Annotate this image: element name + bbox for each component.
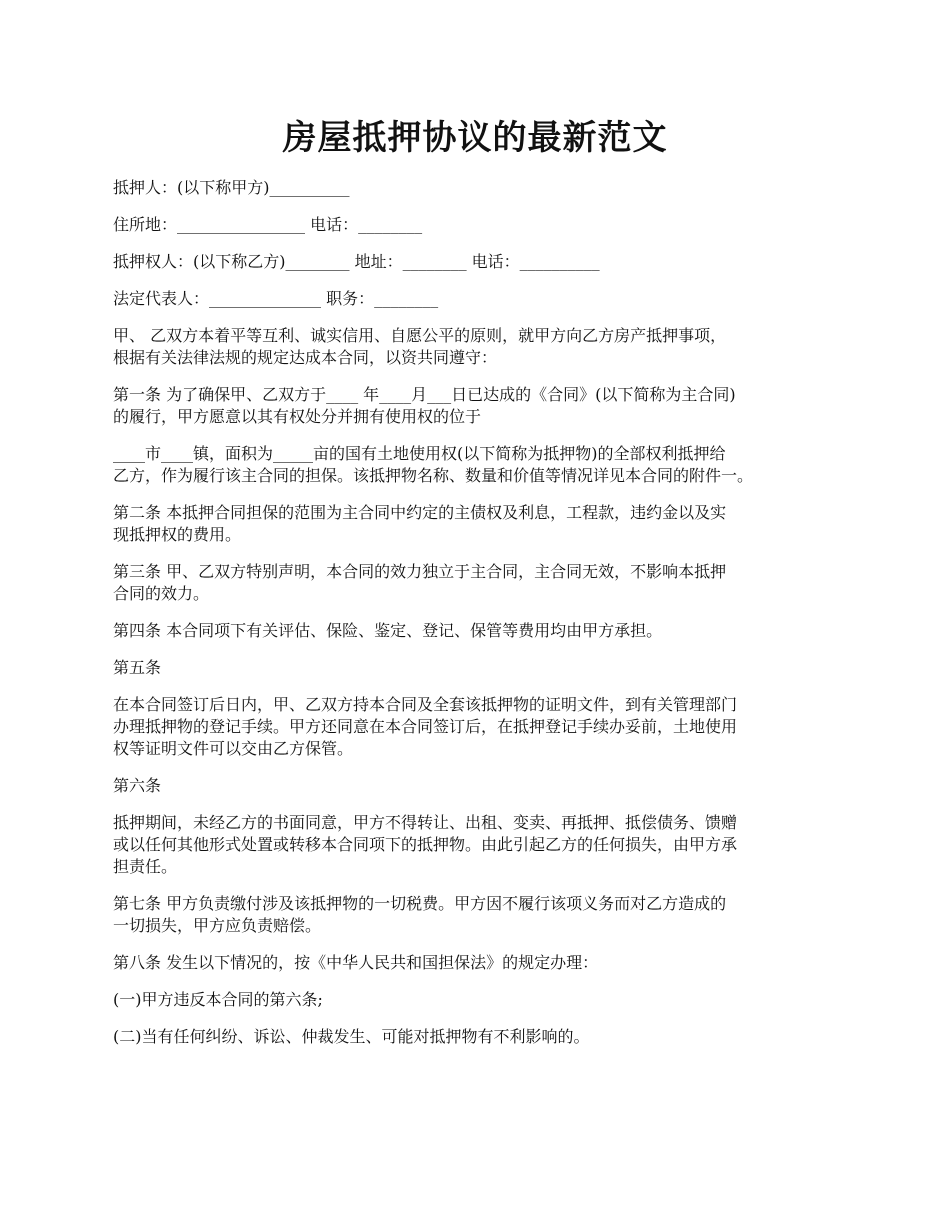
paragraph	[113, 989, 858, 1011]
paragraph-line: (二)当有任何纠纷、诉讼、仲裁发生、可能对抵押物有不利影响的。	[113, 1027, 590, 1046]
paragraph-line: 抵押权人：(以下称乙方)________ 地址：________ 电话：__________	[113, 252, 600, 271]
paragraph	[113, 657, 858, 679]
paragraph-line: 办理抵押物的登记手续。甲方还同意在本合同签订后，在抵押登记手续办妥前，土地使用	[113, 717, 738, 736]
paragraph-line: 在本合同签订后日内，甲、乙双方持本合同及全套该抵押物的证明文件，到有关管理部门	[113, 695, 738, 714]
paragraph	[113, 812, 858, 878]
paragraph	[113, 384, 858, 428]
paragraph	[113, 177, 858, 199]
paragraph-line: 第五条	[113, 658, 162, 677]
paragraph	[113, 952, 858, 974]
paragraph	[113, 443, 858, 487]
paragraph-line: 或以任何其他形式处置或转移本合同项下的抵押物。由此引起乙方的任何损失，由甲方承	[113, 835, 738, 854]
paragraph	[113, 251, 858, 273]
paragraph-line: 法定代表人：______________ 职务：________	[113, 289, 439, 308]
paragraph-line: 住所地：________________ 电话：________	[113, 215, 423, 234]
paragraph-line: 根据有关法律法规的规定达成本合同，以资共同遵守：	[113, 348, 498, 367]
paragraph	[113, 502, 858, 546]
paragraph-line: 乙方，作为履行该主合同的担保。该抵押物名称、数量和价值等情况详见本合同的附件一。	[113, 466, 754, 485]
paragraph-line: 抵押期间，未经乙方的书面同意，甲方不得转让、出租、变卖、再抵押、抵偿债务、馈赠	[113, 813, 738, 832]
paragraph-line: 第三条 甲、乙双方特别声明，本合同的效力独立于主合同，主合同无效，不影响本抵押	[113, 562, 727, 581]
paragraph-line: (一)甲方违反本合同的第六条;	[113, 990, 323, 1009]
paragraph	[113, 561, 858, 605]
paragraph	[113, 620, 858, 642]
paragraph-line: 一切损失，甲方应负责赔偿。	[113, 916, 322, 935]
paragraph	[113, 325, 858, 369]
paragraph-line: 合同的效力。	[113, 584, 210, 603]
paragraph-line: 的履行，甲方愿意以其有权处分并拥有使用权的位于	[113, 407, 482, 426]
paragraph-line: 第七条 甲方负责缴付涉及该抵押物的一切税费。甲方因不履行该项义务而对乙方造成的	[113, 894, 727, 913]
paragraph-line: 权等证明文件可以交由乙方保管。	[113, 739, 354, 758]
paragraph-line: 第二条 本抵押合同担保的范围为主合同中约定的主债权及利息，工程款，违约金以及实	[113, 503, 727, 522]
paragraph-line: 第八条 发生以下情况的，按《中华人民共和国担保法》的规定办理：	[113, 953, 599, 972]
paragraph-line: 甲、 乙双方本着平等互利、诚实信用、自愿公平的原则，就甲方向乙方房产抵押事项，	[113, 326, 727, 345]
paragraph-line: ____市____镇，面积为_____亩的国有土地使用权(以下简称为抵押物)的全部权利抵押给	[113, 444, 726, 463]
paragraph	[113, 214, 858, 236]
paragraph-line: 现抵押权的费用。	[113, 525, 242, 544]
paragraph-line: 第一条 为了确保甲、乙双方于____ 年____月___日已达成的《合同》(以下简称为主合同)	[113, 385, 736, 404]
paragraph	[113, 288, 858, 310]
document-body	[113, 177, 858, 1063]
paragraph-line: 担责任。	[113, 857, 178, 876]
paragraph	[113, 775, 858, 797]
document-title: 房屋抵押协议的最新范文	[282, 118, 668, 158]
paragraph-line: 第四条 本合同项下有关评估、保险、鉴定、登记、保管等费用均由甲方承担。	[113, 621, 663, 640]
paragraph-line: 抵押人：(以下称甲方)__________	[113, 178, 350, 197]
paragraph	[113, 1026, 858, 1048]
paragraph	[113, 694, 858, 760]
paragraph	[113, 893, 858, 937]
paragraph-line: 第六条	[113, 776, 162, 795]
